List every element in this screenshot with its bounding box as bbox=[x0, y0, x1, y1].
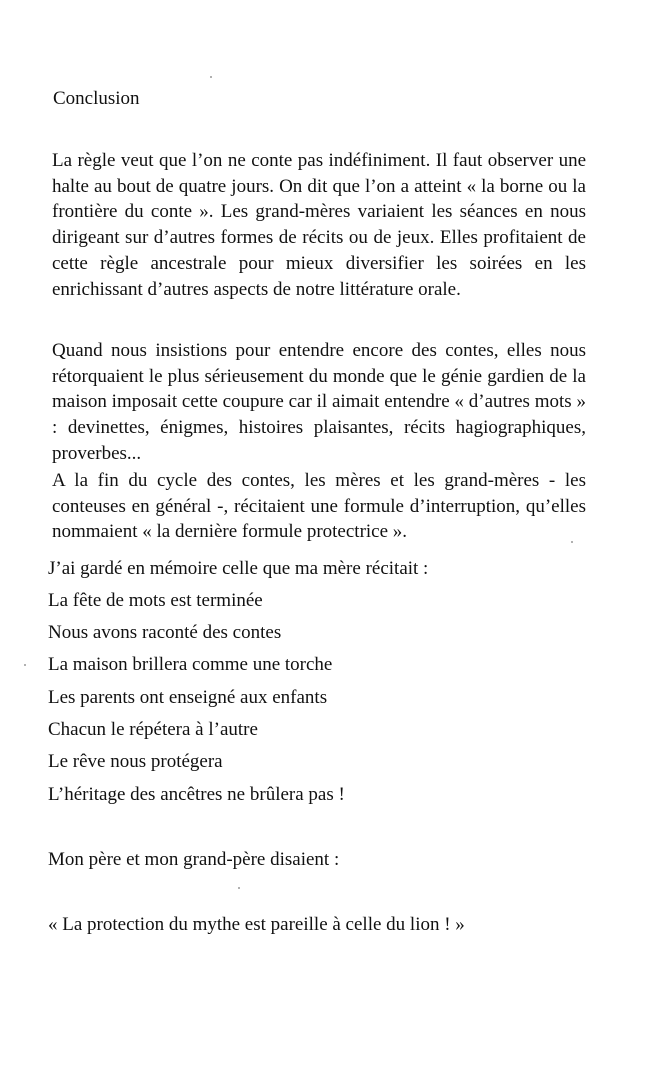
scan-speck bbox=[210, 76, 212, 78]
formula-line: L’héritage des ancêtres ne brûlera pas ! bbox=[48, 784, 345, 805]
formula-line: La fête de mots est terminée bbox=[48, 590, 263, 611]
closing-quote: « La protection du mythe est pareille à celle du lion ! » bbox=[48, 914, 465, 935]
closing-intro-line: Mon père et mon grand-père disaient : bbox=[48, 849, 340, 870]
paragraph-2: Quand nous insistions pour entendre encore des contes, elles nous rétorquaient le plus sérieusement du monde que le génie gardien de la maison imposait cette coupure car il aimait entendre « d’autres mots » : devinettes, énigmes, histoires plaisantes, récits hagiographiques, proverbes... bbox=[52, 340, 586, 464]
section-heading: Conclusion bbox=[53, 88, 140, 109]
formula-line: Les parents ont enseigné aux enfants bbox=[48, 687, 328, 708]
formula-line: Nous avons raconté des contes bbox=[48, 622, 282, 643]
formula-line: Chacun le répétera à l’autre bbox=[48, 719, 258, 740]
formula-intro-line: J’ai gardé en mémoire celle que ma mère récitait : bbox=[48, 558, 429, 579]
paragraph-1: La règle veut que l’on ne conte pas indéfiniment. Il faut observer une halte au bout de quatre jours. On dit que l’on a atteint « la borne ou la frontière du conte ». Les grand-mères variaient les séances en nous dirigeant sur d’autres formes de récits ou de jeux. Elles profitaient de cette règle ancestrale pour mieux diversifier les soirées en les enrichissant d’autres aspects de notre littérature orale. bbox=[52, 150, 586, 300]
scan-speck bbox=[24, 664, 26, 666]
formula-line: La maison brillera comme une torche bbox=[48, 654, 333, 675]
formula-line: Le rêve nous protégera bbox=[48, 751, 223, 772]
paragraph-3: A la fin du cycle des contes, les mères et les grand-mères - les conteuses en général -, récitaient une formule d’interruption, qu’elles nommaient « la dernière formule protectrice ». bbox=[52, 470, 586, 543]
scan-speck bbox=[238, 887, 240, 889]
scan-speck bbox=[571, 541, 573, 543]
